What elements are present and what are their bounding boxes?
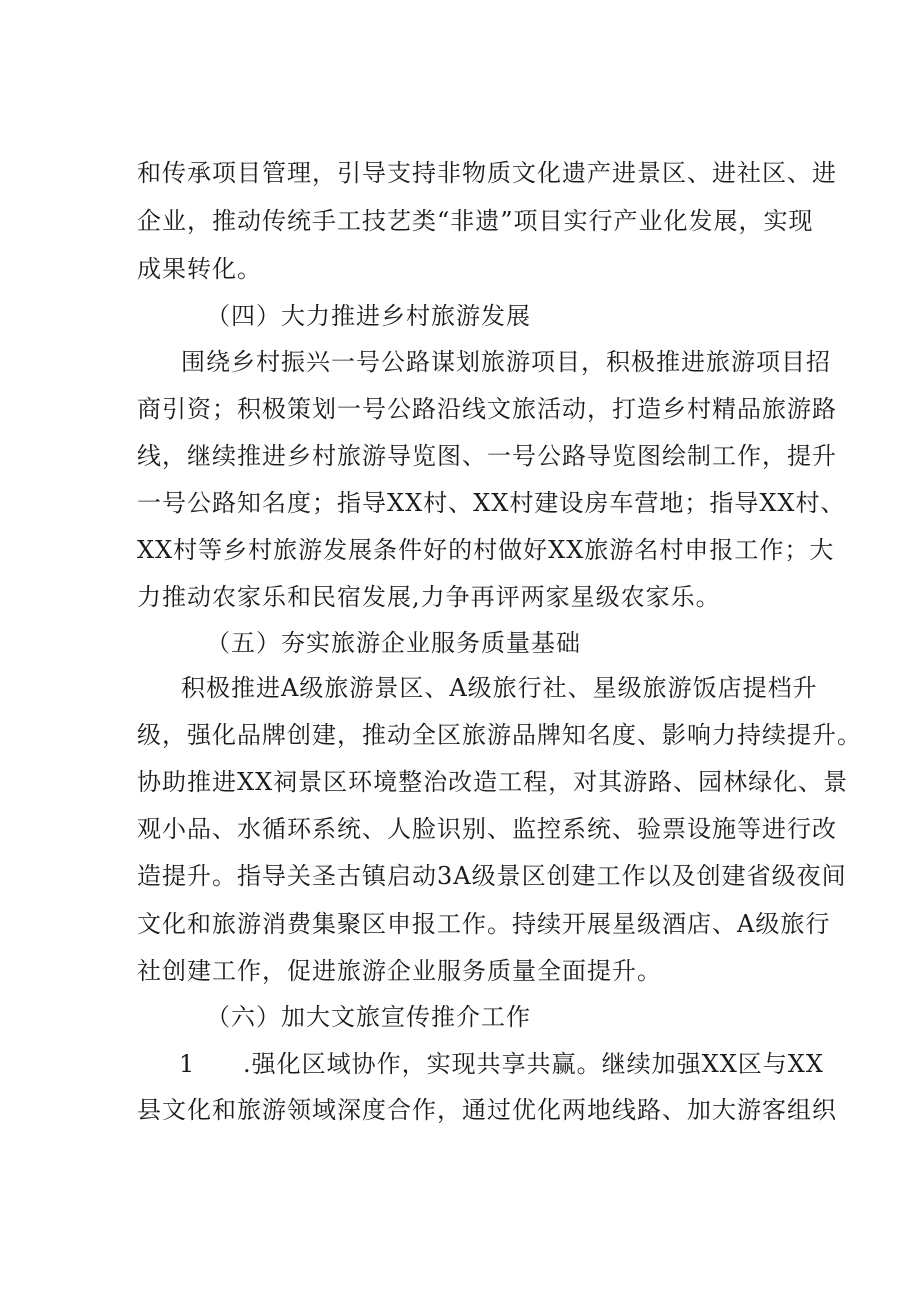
paragraph-line: 商引资；积极策划一号公路沿线文旅活动，打造乡村精品旅游路 — [137, 395, 837, 423]
item-number: 1 — [179, 1050, 195, 1078]
paragraph-line: 协助推进XX祠景区环境整治改造工程，对其游路、园林绿化、景 — [137, 768, 849, 796]
section-heading-6: （六）加大文旅宣传推介工作 — [206, 1003, 531, 1031]
paragraph-line: 一号公路知名度；指导XX村、XX村建设房车营地；指导XX村、 — [137, 489, 846, 517]
paragraph-line: 观小品、水循环系统、人脸识别、监控系统、验票设施等进行改 — [137, 815, 837, 843]
paragraph-line: 县文化和旅游领域深度合作，通过优化两地线路、加大游客组织 — [137, 1096, 837, 1124]
paragraph-line: 积极推进A级旅游景区、A级旅行社、星级旅游饭店提档升 — [181, 674, 818, 702]
paragraph-line: 级，强化品牌创建，推动全区旅游品牌知名度、影响力持续提升。 — [137, 721, 862, 749]
section-heading-4: （四）大力推进乡村旅游发展 — [206, 302, 531, 330]
section-heading-5: （五）夯实旅游企业服务质量基础 — [206, 629, 581, 657]
paragraph-line: XX村等乡村旅游发展条件好的村做好XX旅游名村申报工作；大 — [137, 536, 835, 564]
paragraph-line: 围绕乡村振兴一号公路谋划旅游项目，积极推进旅游项目招 — [181, 348, 831, 376]
paragraph-line: 线，继续推进乡村旅游导览图、一号公路导览图绘制工作，提升 — [137, 442, 837, 470]
paragraph-line: 和传承项目管理，引导支持非物质文化遗产进景区、进社区、进 — [137, 159, 837, 187]
paragraph-line: 社创建工作，促进旅游企业服务质量全面提升。 — [137, 957, 662, 985]
paragraph-line: 文化和旅游消费集聚区申报工作。持续开展星级酒店、A级旅行 — [137, 910, 831, 938]
paragraph-line: 成果转化。 — [137, 255, 262, 283]
paragraph-line: 力推动农家乐和民宿发展,力争再评两家星级农家乐。 — [137, 583, 721, 611]
paragraph-line: 企业，推动传统手工技艺类“非遗”项目实行产业化发展，实现 — [137, 207, 814, 235]
paragraph-line: .强化区域协作，实现共享共赢。继续加强XX区与XX — [243, 1050, 824, 1078]
paragraph-line: 造提升。指导关圣古镇启动3A级景区创建工作以及创建省级夜间 — [137, 862, 847, 890]
